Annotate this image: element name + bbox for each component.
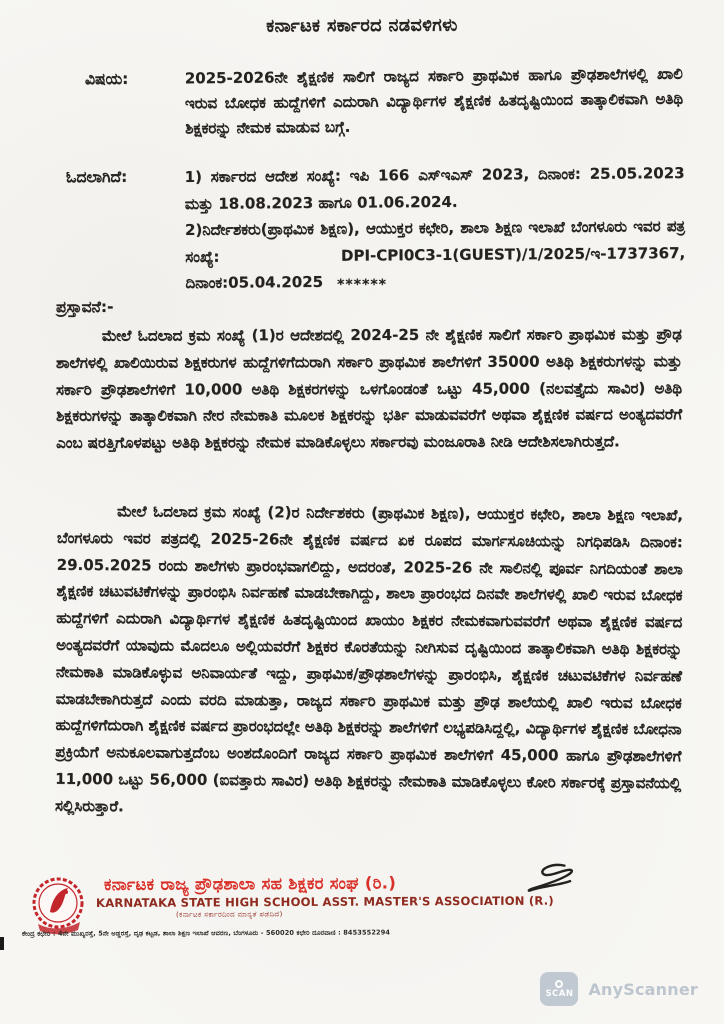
page-title: ಕರ್ನಾಟಕ ಸರ್ಕಾರದ ನಡವಳಿಗಳು [266,15,458,37]
separator-stars: ****** [337,277,387,293]
camera-dot-icon [555,980,563,988]
scan-icon-label: SCAN [545,988,574,999]
association-stamp [26,873,554,919]
association-name-kannada: ಕರ್ನಾಟಕ ರಾಜ್ಯ ಪ್ರೌಢಶಾಲಾ ಸಹ ಶಿಕ್ಷಕರ ಸಂಘ (ರಿ.) [103,873,397,894]
association-address: ಕೇಂದ್ರ ಕಛೇರಿ : 4ನೇ ಮುಖ್ಯರಸ್ತೆ, 5ನೇ ಅಡ್ಡರಸ್ತೆ, ದೃಢ ಕಟ್ಟಡ, ಶಾಲಾ ಶಿಕ್ಷಣ ಇಲಾಖೆ ಆವರಣ, ಬೆಂಗಳೂರು - 560020 ಕಛೇರಿ ದೂರವಾಣಿ : 8453552294 [21,928,391,938]
scan-icon [540,972,578,1006]
preamble-paragraph-2: ಮೇಲೆ ಓದಲಾದ ಕ್ರಮ ಸಂಖ್ಯೆ (2)ರ ನಿರ್ದೇಶಕರು (ಪ್ರಾಥಮಿಕ ಶಿಕ್ಷಣ), ಆಯುಕ್ತರ ಕಛೇರಿ, ಶಾಲಾ ಶಿಕ್ಷಣ ಇಲಾಖೆ, ಬೆಂಗಳೂರು ಇವರ ಪತ್ರದಲ್ಲಿ 2025-26ನೇ ಶೈಕ್ಷಣಿಕ ವರ್ಷದ ಏಕ ರೂಪದ ಮಾರ್ಗಸೂಚಿಯನ್ನು ನಿಗಧಿಪಡಿಸಿ ದಿನಾಂಕ: 29.05.2025 ರಂದು ಶಾಲೆಗಳು ಪ್ರಾರಂಭವಾಗಲಿದ್ದು, ಅದರಂತೆ, 2025-26 ನೇ ಸಾಲಿನಲ್ಲಿ ಪೂರ್ವ ನಿಗದಿಯಂತೆ ಶಾಲಾ ಶೈಕ್ಷಣಿಕ ಚಟುವಟಿಕೆಗಳನ್ನು ಪ್ರಾರಂಭಿಸಿ ನಿರ್ವಹಣೆ ಮಾಡಬೇಕಾಗಿದ್ದು, ಶಾಲಾ ಪ್ರಾರಂಭದ ದಿನವೇ ಶಾಲೆಗಳಲ್ಲಿ ಖಾಲಿ ಇರುವ ಬೋಧಕ ಹುದ್ದೆಗಳಿಗೆ ಎದುರಾಗಿ ವಿದ್ಯಾರ್ಥಿಗಳ ಶೈಕ್ಷಣಿಕ ಹಿತದೃಷ್ಟಿಯಿಂದ ಖಾಯಂ ಶಿಕ್ಷಕರ ನೇಮಕವಾಗುವವರೆಗೆ ಅಥವಾ ಶೈಕ್ಷಣಿಕ ವರ್ಷದ ಅಂತ್ಯದವರೆಗೆ ಯಾವುದು ಮೊದಲೂ ಅಲ್ಲಿಯವರೆಗೆ ಶಿಕ್ಷಕರ ಕೊರತೆಯನ್ನು ನೀಗಿಸುವ ದೃಷ್ಟಿಯಿಂದ ತಾತ್ಕಾಲಿಕವಾಗಿ ಅತಿಥಿ ಶಿಕ್ಷಕರನ್ನು ನೇಮಕಾತಿ ಮಾಡಿಕೊಳ್ಳುವ ಅನಿವಾರ್ಯತೆ ಇದ್ದು, ಪ್ರಾಥಮಿಕ/ಪ್ರೌಢಶಾಲೆಗಳನ್ನು ಪ್ರಾರಂಭಿಸಿ, ಶೈಕ್ಷಣಿಕ ಚಟುವಟಿಕೆಗಳ ನಿರ್ವಹಣೆ ಮಾಡಬೇಕಾಗಿರುತ್ತದೆ ಎಂದು ವರದಿ ಮಾಡುತ್ತಾ, ರಾಜ್ಯದ ಸರ್ಕಾರಿ ಪ್ರಾಥಮಿಕ ಮತ್ತು ಪ್ರೌಢ ಶಾಲೆಯಲ್ಲಿ ಖಾಲಿ ಇರುವ ಬೋಧಕ ಹುದ್ದೆಗಳಿಗೆದುರಾಗಿ ಶೈಕ್ಷಣಿಕ ವರ್ಷದ ಪ್ರಾರಂಭದಲ್ಲೇ ಅತಿಥಿ ಶಿಕ್ಷಕರನ್ನು ಶಾಲೆಗಳಿಗೆ ಲಭ್ಯಪಡಿಸಿದ್ದಲ್ಲಿ, ವಿದ್ಯಾರ್ಥಿಗಳ ಶೈಕ್ಷಣಿಕ ಬೋಧನಾ ಪ್ರಕ್ರಿಯೆಗೆ ಅನುಕೂಲವಾಗುತ್ತದೆಂಬ ಅಂಶದೊಂದಿಗೆ ರಾಜ್ಯದ ಸರ್ಕಾರಿ ಪ್ರಾಥಮಿಕ ಶಾಲೆಗಳಿಗೆ 45,000 ಹಾಗೂ ಪ್ರೌಢಶಾಲೆಗಳಿಗೆ 11,000 ಒಟ್ಟು 56,000 (ಐವತ್ತಾರು ಸಾವಿರ) ಅತಿಥಿ ಶಿಕ್ಷಕರನ್ನು ನೇಮಕಾತಿ ಮಾಡಿಕೊಳ್ಳಲು ಕೋರಿ ಸರ್ಕಾರಕ್ಕೆ ಪ್ರಸ್ತಾವನೆಯಲ್ಲಿ ಸಲ್ಲಿಸಿರುತ್ತಾರೆ. [54,502,684,816]
association-recognition-note: (ಕರ್ನಾಟಕ ಸರ್ಕಾರದಿಂದ ಮಾನ್ಯತೆ ಪಡೆದಿದೆ) [175,910,283,919]
read-item-2: 2)ನಿರ್ದೇಶಕರು(ಪ್ರಾಥಮಿಕ ಶಿಕ್ಷಣ), ಆಯುಕ್ತರ ಕಛೇರಿ, ಶಾಲಾ ಶಿಕ್ಷಣ ಇಲಾಖೆ ಬೆಂಗಳೂರು ಇವರ ಪತ್ರ ಸಂಖ್ಯೆ: DPI-CPI0C3-1(GUEST)/1/2025/ಇ-1737367, ದಿನಾಂಕ:05.04.2025 [184,217,686,292]
scan-edge-artifact [0,937,4,950]
read-items [184,160,685,296]
anyscanner-label: AnyScanner [588,979,698,999]
read-label: ಓದಲಾಗಿದೆ: [65,167,128,187]
preamble-paragraph-1: ಮೇಲೆ ಓದಲಾದ ಕ್ರಮ ಸಂಖ್ಯೆ (1)ರ ಆದೇಶದಲ್ಲಿ 2024-25 ನೇ ಶೈಕ್ಷಣಿಕ ಸಾಲಿಗೆ ಸರ್ಕಾರಿ ಪ್ರಾಥಮಿಕ ಮತ್ತು ಪ್ರೌಢ ಶಾಲೆಗಳಲ್ಲಿ ಖಾಲಿಯಿರುವ ಶಿಕ್ಷಕರುಗಳ ಹುದ್ದೆಗಳಿಗೆದುರಾಗಿ ಸರ್ಕಾರಿ ಪ್ರಾಥಮಿಕ ಶಾಲೆಗಳಿಗೆ 35000 ಅತಿಥಿ ಶಿಕ್ಷಕರುಗಳನ್ನು ಮತ್ತು ಸರ್ಕಾರಿ ಪ್ರೌಢಶಾಲೆಗಳಿಗೆ 10,000 ಅತಿಥಿ ಶಿಕ್ಷಕರಗಳನ್ನು ಒಳಗೊಂಡಂತೆ ಒಟ್ಟು 45,000 (ನಲವತ್ತೈದು ಸಾವಿರ) ಅತಿಥಿ ಶಿಕ್ಷಕರುಗಳನ್ನು ತಾತ್ಕಾಲಿಕವಾಗಿ ನೇರ ನೇಮಕಾತಿ ಮೂಲಕ ಶಿಕ್ಷಕರನ್ನು ಭರ್ತಿ ಮಾಡುವವರೆಗೆ ಅಥವಾ ಶೈಕ್ಷಣಿಕ ವರ್ಷದ ಅಂತ್ಯದವರೆಗೆ ಎಂಬ ಷರತ್ತಿಗೊಳಪಟ್ಟು ಅತಿಥಿ ಶಿಕ್ಷಕರನ್ನು ನೇಮಕ ಮಾಡಿಕೊಳ್ಳಲು ಸರ್ಕಾರವು ಮಂಜೂರಾತಿ ನೀಡಿ ಆದೇಶಿಸಲಾಗಿರುತ್ತದೆ. [55,325,683,453]
preamble-heading: ಪ್ರಸ್ತಾವನೆ:- [55,297,114,317]
association-name-english: KARNATAKA STATE HIGH SCHOOL ASST. MASTER'S ASSOCIATION (R.) [95,893,554,911]
subject-label: ವಿಷಯ: [84,69,129,89]
read-item-1: 1) ಸರ್ಕಾರದ ಆದೇಶ ಸಂಖ್ಯೆ: ಇಪಿ 166 ಎಸ್‌ಇಎಸ್ 2023, ದಿನಾಂಕ: 25.05.2023 ಮತ್ತು 18.08.2023 ಹಾಗೂ 01.06.2024. [184,164,685,213]
subject-text: 2025-2026ನೇ ಶೈಕ್ಷಣಿಕ ಸಾಲಿಗೆ ರಾಜ್ಯದ ಸರ್ಕಾರಿ ಪ್ರಾಥಮಿಕ ಹಾಗೂ ಪ್ರೌಢಶಾಲೆಗಳಲ್ಲಿ ಖಾಲಿ ಇರುವ ಬೋಧಕ ಹುದ್ದೆಗಳಿಗೆ ಎದುರಾಗಿ ವಿದ್ಯಾರ್ಥಿಗಳ ಶೈಕ್ಷಣಿಕ ಹಿತದೃಷ್ಟಿಯಿಂದ ತಾತ್ಕಾಲಿಕವಾಗಿ ಅತಿಥಿ ಶಿಕ್ಷಕರನ್ನು ನೇಮಕ ಮಾಡುವ ಬಗ್ಗೆ. [184,64,684,138]
anyscanner-watermark [540,972,698,1006]
